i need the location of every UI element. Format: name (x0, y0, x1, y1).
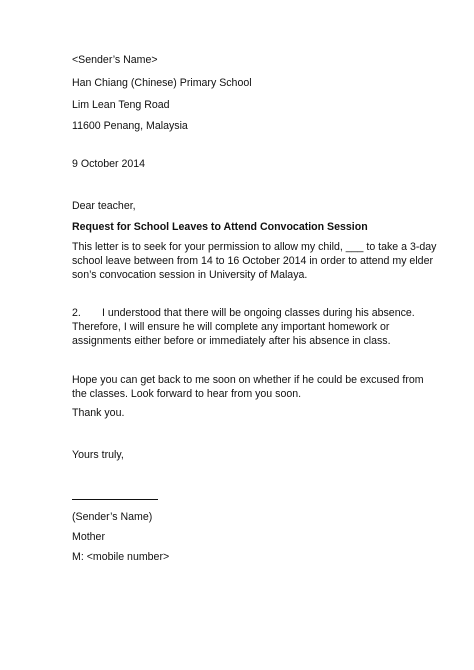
signature-relation: Mother (72, 531, 105, 543)
paragraph-3-line: the classes. Look forward to hear from you soon. (72, 388, 302, 401)
signature-name: (Sender’s Name) (72, 511, 153, 523)
paragraph-2-first-line (72, 306, 417, 320)
sender-name-placeholder: <Sender’s Name> (72, 54, 158, 66)
paragraph-2-line: Therefore, I will ensure he will complete any important homework or (72, 321, 390, 334)
closing-line: Yours truly, (72, 449, 124, 461)
recipient-street: Lim Lean Teng Road (72, 99, 170, 111)
signature-line (72, 499, 158, 500)
paragraph-1-line: son’s convocation session in University of Malaya. (72, 269, 308, 282)
paragraph-2-number: 2. (72, 307, 81, 319)
letter-date: 9 October 2014 (72, 158, 146, 170)
paragraph-1 (72, 240, 437, 283)
thanks-line: Thank you. (72, 407, 125, 419)
paragraph-2 (72, 306, 417, 349)
paragraph-1-line: This letter is to seek for your permission to allow my child, ___ to take a 3-day (72, 241, 437, 253)
paragraph-1-line: school leave between from 14 to 16 October 2014 in order to attend my elder (72, 255, 433, 268)
paragraph-3 (72, 373, 424, 401)
paragraph-3-line: Hope you can get back to me soon on whether if he could be excused from (72, 374, 424, 386)
salutation: Dear teacher, (72, 200, 136, 212)
signature-mobile: M: <mobile number> (72, 551, 170, 563)
paragraph-2-line: I understood that there will be ongoing classes during his absence. (102, 307, 415, 319)
recipient-city: 11600 Penang, Malaysia (72, 120, 188, 132)
letter-subject: Request for School Leaves to Attend Convocation Session (72, 221, 368, 233)
recipient-school: Han Chiang (Chinese) Primary School (72, 77, 252, 89)
paragraph-2-line: assignments either before or immediately after his absence in class. (72, 335, 391, 348)
